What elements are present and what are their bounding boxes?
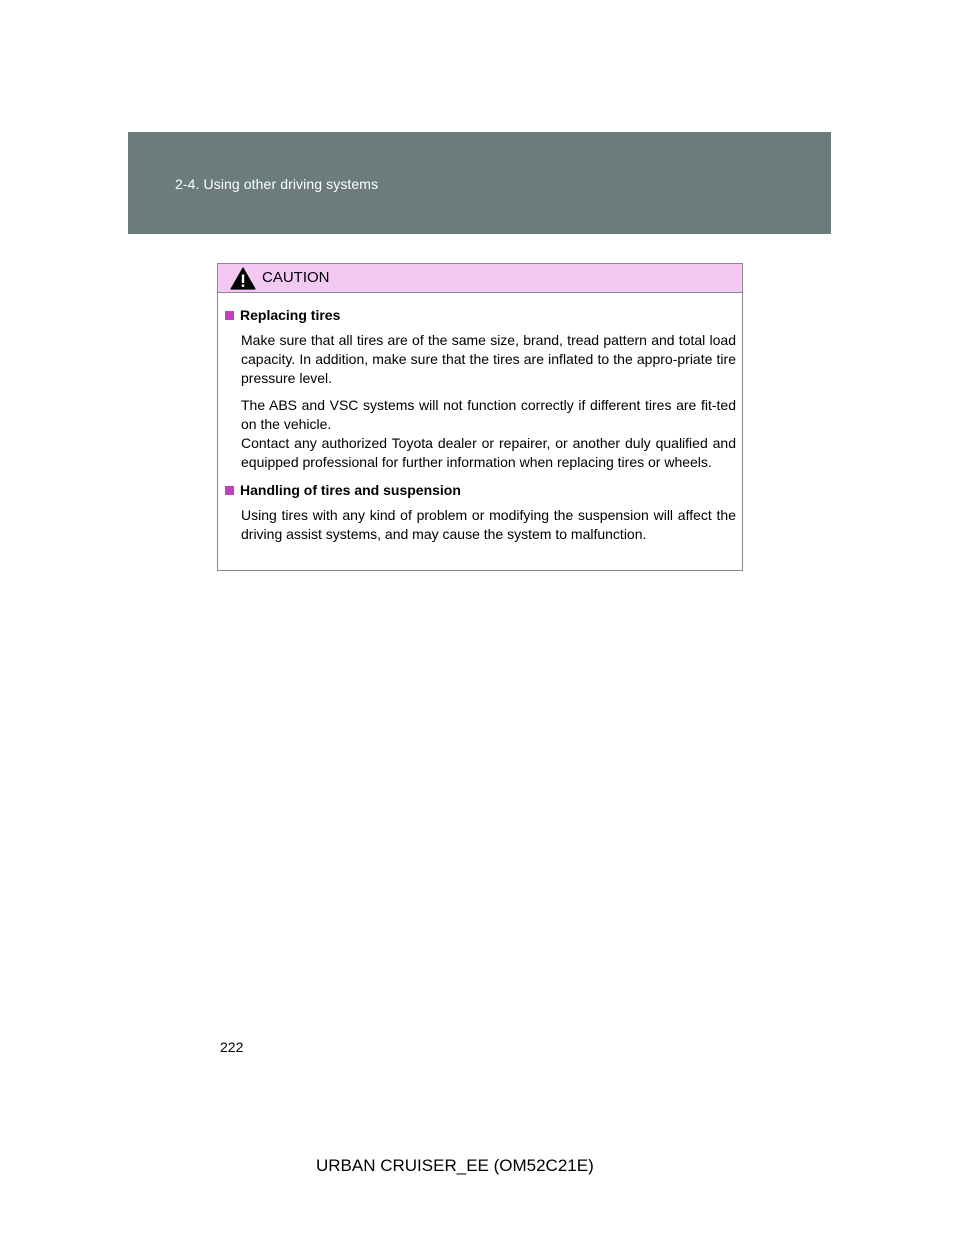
- caution-body: [218, 293, 742, 544]
- paragraph: Using tires with any kind of problem or modifying the suspension will affect the driving assist systems, and may cause the system to malfunction.: [241, 507, 736, 542]
- paragraph: Contact any authorized Toyota dealer or repairer, or another duly qualified and equipped professional for further information when replacing tires or wheels.: [241, 435, 736, 470]
- caution-header: [218, 264, 742, 293]
- page-number: 222: [220, 1039, 244, 1055]
- manual-code: URBAN CRUISER_EE (OM52C21E): [316, 1156, 594, 1175]
- square-bullet-icon: [225, 486, 234, 495]
- square-bullet-icon: [225, 311, 234, 320]
- caution-label: CAUTION: [262, 269, 330, 286]
- caution-section-handling-tires: [224, 480, 736, 544]
- warning-triangle-icon: [230, 267, 256, 290]
- chapter-header-bar: [128, 132, 831, 234]
- caution-box: [217, 263, 743, 571]
- paragraph: The ABS and VSC systems will not function correctly if different tires are fit-ted on the vehicle.: [241, 397, 736, 432]
- paragraph: Make sure that all tires are of the same size, brand, tread pattern and total load capacity. In addition, make sure that the tires are inflated to the appro-priate tire pressure level.: [241, 332, 736, 386]
- caution-section-replacing-tires: [224, 305, 736, 472]
- section-heading: Handling of tires and suspension: [240, 482, 461, 498]
- section-heading: Replacing tires: [240, 307, 341, 323]
- section-title: 2-4. Using other driving systems: [175, 176, 379, 192]
